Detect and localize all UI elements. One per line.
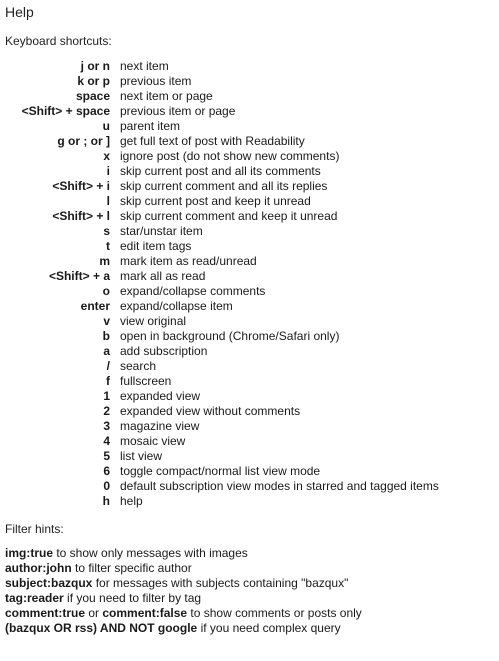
shortcut-key: b <box>102 329 110 343</box>
shortcut-key: i <box>106 164 110 178</box>
shortcut-description: edit item tags <box>120 239 192 253</box>
shortcut-description: parent item <box>120 119 181 133</box>
shortcut-description: expanded view without comments <box>120 404 301 418</box>
shortcut-key: s <box>103 224 110 238</box>
shortcut-description: view original <box>120 314 187 328</box>
shortcut-row <box>0 104 439 119</box>
filter-hints-heading: Filter hints: <box>5 522 64 536</box>
shortcut-description: star/unstar item <box>120 224 203 238</box>
shortcut-key: <Shift> + a <box>48 269 110 283</box>
shortcut-key: enter <box>80 299 110 313</box>
shortcut-row <box>0 344 439 359</box>
shortcut-key: 4 <box>103 434 110 448</box>
shortcut-key: t <box>106 239 110 253</box>
filter-hint <box>5 606 362 621</box>
shortcut-description: previous item or page <box>120 104 236 118</box>
filter-hint-syntax: tag:reader <box>5 591 64 605</box>
shortcut-description: mark item as read/unread <box>120 254 257 268</box>
shortcut-row <box>0 89 439 104</box>
filter-hint <box>5 561 362 576</box>
shortcut-description: default subscription view modes in starred and tagged items <box>120 479 439 493</box>
shortcut-key: 2 <box>103 404 110 418</box>
filter-hint-syntax: (bazqux OR rss) AND NOT google <box>5 621 198 635</box>
filter-hint-text: or <box>85 606 103 620</box>
shortcut-key: 6 <box>103 464 110 478</box>
shortcut-description: open in background (Chrome/Safari only) <box>120 329 340 343</box>
filter-hint-text: to filter specific author <box>71 561 192 575</box>
filter-hint-text: for messages with subjects containing "bazqux" <box>92 576 349 590</box>
shortcut-description: skip current post and all its comments <box>120 164 321 178</box>
filter-hint-syntax: comment:true <box>5 606 86 620</box>
filter-hint-syntax: author:john <box>5 561 72 575</box>
shortcut-key: m <box>99 254 110 268</box>
shortcut-row <box>0 404 439 419</box>
shortcut-description: next item or page <box>120 89 213 103</box>
shortcut-description: expand/collapse comments <box>120 284 266 298</box>
shortcuts-table <box>0 59 439 509</box>
shortcut-description: previous item <box>120 74 192 88</box>
shortcut-row <box>0 194 439 209</box>
shortcut-row <box>0 59 439 74</box>
shortcut-description: skip current comment and all its replies <box>120 179 328 193</box>
shortcut-row <box>0 494 439 509</box>
shortcut-row <box>0 239 439 254</box>
shortcut-row <box>0 284 439 299</box>
shortcut-description: toggle compact/normal list view mode <box>120 464 321 478</box>
shortcut-row <box>0 464 439 479</box>
shortcut-key: / <box>106 359 110 373</box>
shortcut-row <box>0 434 439 449</box>
shortcut-description: expanded view <box>120 389 201 403</box>
shortcut-key: space <box>75 89 110 103</box>
shortcut-key: l <box>106 194 110 208</box>
filter-hint-syntax: comment:false <box>102 606 188 620</box>
shortcut-row <box>0 314 439 329</box>
filter-hint-text: if you need to filter by tag <box>63 591 202 605</box>
shortcut-row <box>0 359 439 374</box>
shortcut-row <box>0 74 439 89</box>
shortcut-key: v <box>103 314 110 328</box>
shortcut-row <box>0 269 439 284</box>
shortcut-key: 5 <box>103 449 110 463</box>
shortcut-description: ignore post (do not show new comments) <box>120 149 340 163</box>
shortcut-key: 0 <box>103 479 110 493</box>
shortcut-key: o <box>102 284 110 298</box>
shortcut-description: list view <box>120 449 163 463</box>
shortcut-row <box>0 254 439 269</box>
shortcut-description: magazine view <box>120 419 200 433</box>
filter-hint <box>5 621 362 636</box>
shortcut-key: a <box>103 344 110 358</box>
shortcut-row <box>0 224 439 239</box>
filter-hints-list <box>5 546 362 636</box>
shortcut-description: mosaic view <box>120 434 186 448</box>
filter-hint <box>5 591 362 606</box>
shortcut-row <box>0 119 439 134</box>
filter-hint-text: to show comments or posts only <box>187 606 362 620</box>
shortcut-description: skip current comment and keep it unread <box>120 209 338 223</box>
filter-hint-syntax: img:true <box>5 546 53 560</box>
shortcut-key: <Shift> + space <box>21 104 110 118</box>
shortcut-key: f <box>106 374 110 388</box>
shortcut-row <box>0 299 439 314</box>
shortcut-description: fullscreen <box>120 374 172 388</box>
shortcut-row <box>0 419 439 434</box>
filter-hint <box>5 546 362 561</box>
shortcut-row <box>0 209 439 224</box>
shortcut-description: mark all as read <box>120 269 206 283</box>
shortcut-row <box>0 329 439 344</box>
shortcut-key: <Shift> + i <box>52 179 110 193</box>
shortcut-description: help <box>120 494 143 508</box>
filter-hint <box>5 576 362 591</box>
shortcut-row <box>0 389 439 404</box>
shortcut-key: 1 <box>103 389 110 403</box>
filter-hint-syntax: subject:bazqux <box>5 576 93 590</box>
shortcut-key: <Shift> + l <box>52 209 110 223</box>
shortcut-row <box>0 449 439 464</box>
shortcut-description: skip current post and keep it unread <box>120 194 311 208</box>
shortcut-description: expand/collapse item <box>120 299 233 313</box>
shortcut-row <box>0 134 439 149</box>
shortcut-key: g or ; or ] <box>57 134 110 148</box>
shortcut-row <box>0 479 439 494</box>
shortcut-description: add subscription <box>120 344 208 358</box>
shortcut-key: 3 <box>103 419 110 433</box>
shortcut-row <box>0 179 439 194</box>
shortcut-description: search <box>120 359 157 373</box>
shortcut-row <box>0 374 439 389</box>
shortcut-description: get full text of post with Readability <box>120 134 305 148</box>
shortcuts-heading: Keyboard shortcuts: <box>5 34 112 48</box>
filter-hint-text: to show only messages with images <box>53 546 248 560</box>
shortcut-description: next item <box>120 59 169 73</box>
filter-hint-text: if you need complex query <box>197 621 341 635</box>
page-title: Help <box>5 4 34 20</box>
shortcut-key: h <box>102 494 110 508</box>
shortcut-key: k or p <box>77 74 110 88</box>
shortcut-row <box>0 164 439 179</box>
shortcut-key: u <box>102 119 110 133</box>
shortcut-row <box>0 149 439 164</box>
shortcut-key: x <box>103 149 110 163</box>
shortcut-key: j or n <box>80 59 110 73</box>
